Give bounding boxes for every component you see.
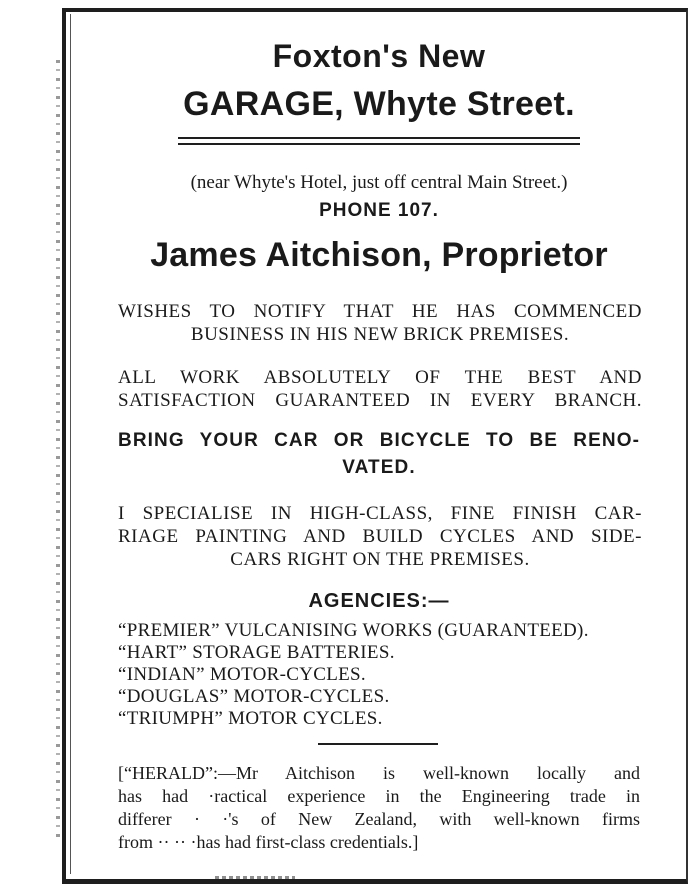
guarantee-line: ALL WORK ABSOLUTELY OF THE BEST AND — [118, 367, 642, 388]
proprietor-name: James Aitchison, Proprietor — [150, 236, 608, 274]
notice-line: BUSINESS IN HIS NEW BRICK PREMISES. — [190, 324, 570, 345]
specialise-line: I SPECIALISE IN HIGH-CLASS, FINE FINISH CAR- — [118, 503, 642, 524]
herald-line: has had ·ractical experience in the Engineering trade in — [118, 786, 640, 806]
bring-line: VATED. — [342, 457, 416, 478]
agency-item: “DOUGLAS” MOTOR-CYCLES. — [118, 686, 390, 707]
agencies-heading: AGENCIES:— — [308, 590, 450, 612]
specialise-paragraph — [118, 502, 642, 571]
bring-line: BRING YOUR CAR OR BICYCLE TO BE RENO- — [118, 430, 640, 451]
herald-line: [“HERALD”:—Mr Aitchison is well-known locally and — [118, 763, 640, 783]
agency-item: “INDIAN” MOTOR-CYCLES. — [118, 664, 366, 685]
agency-item: “HART” STORAGE BATTERIES. — [118, 642, 395, 663]
guarantee-line: SATISFACTION GUARANTEED IN EVERY BRANCH. — [118, 390, 642, 411]
specialise-line: CARS RIGHT ON THE PREMISES. — [230, 549, 530, 570]
title-rule-bottom — [178, 143, 580, 145]
agencies-list — [118, 620, 678, 730]
location-note: (near Whyte's Hotel, just off central Main Street.) — [190, 172, 568, 193]
notice-line: WISHES TO NOTIFY THAT HE HAS COMMENCED — [118, 301, 642, 322]
advert-title-line2: GARAGE, Whyte Street. — [183, 85, 575, 123]
title-rule-top — [178, 137, 580, 139]
herald-line: differer · ·'s of New Zealand, with well-known firms — [118, 809, 640, 829]
bottom-print-mark — [215, 876, 295, 879]
inner-border-rule — [70, 14, 71, 874]
agency-item: “TRIUMPH” MOTOR CYCLES. — [118, 708, 383, 729]
notice-paragraph — [118, 300, 642, 346]
guarantee-paragraph — [118, 366, 642, 412]
advert-title-line1: Foxton's New — [272, 38, 486, 74]
phone-number: PHONE 107. — [319, 200, 439, 221]
bring-paragraph — [118, 427, 640, 481]
scan-edge-speckle — [56, 60, 60, 840]
agency-item: “PREMIER” VULCANISING WORKS (GUARANTEED). — [118, 620, 589, 641]
herald-line: from ·· ·· ·has had first-class credentials.] — [118, 832, 419, 852]
specialise-line: RIAGE PAINTING AND BUILD CYCLES AND SIDE- — [118, 526, 642, 547]
section-divider — [318, 743, 438, 745]
herald-note — [118, 762, 640, 854]
